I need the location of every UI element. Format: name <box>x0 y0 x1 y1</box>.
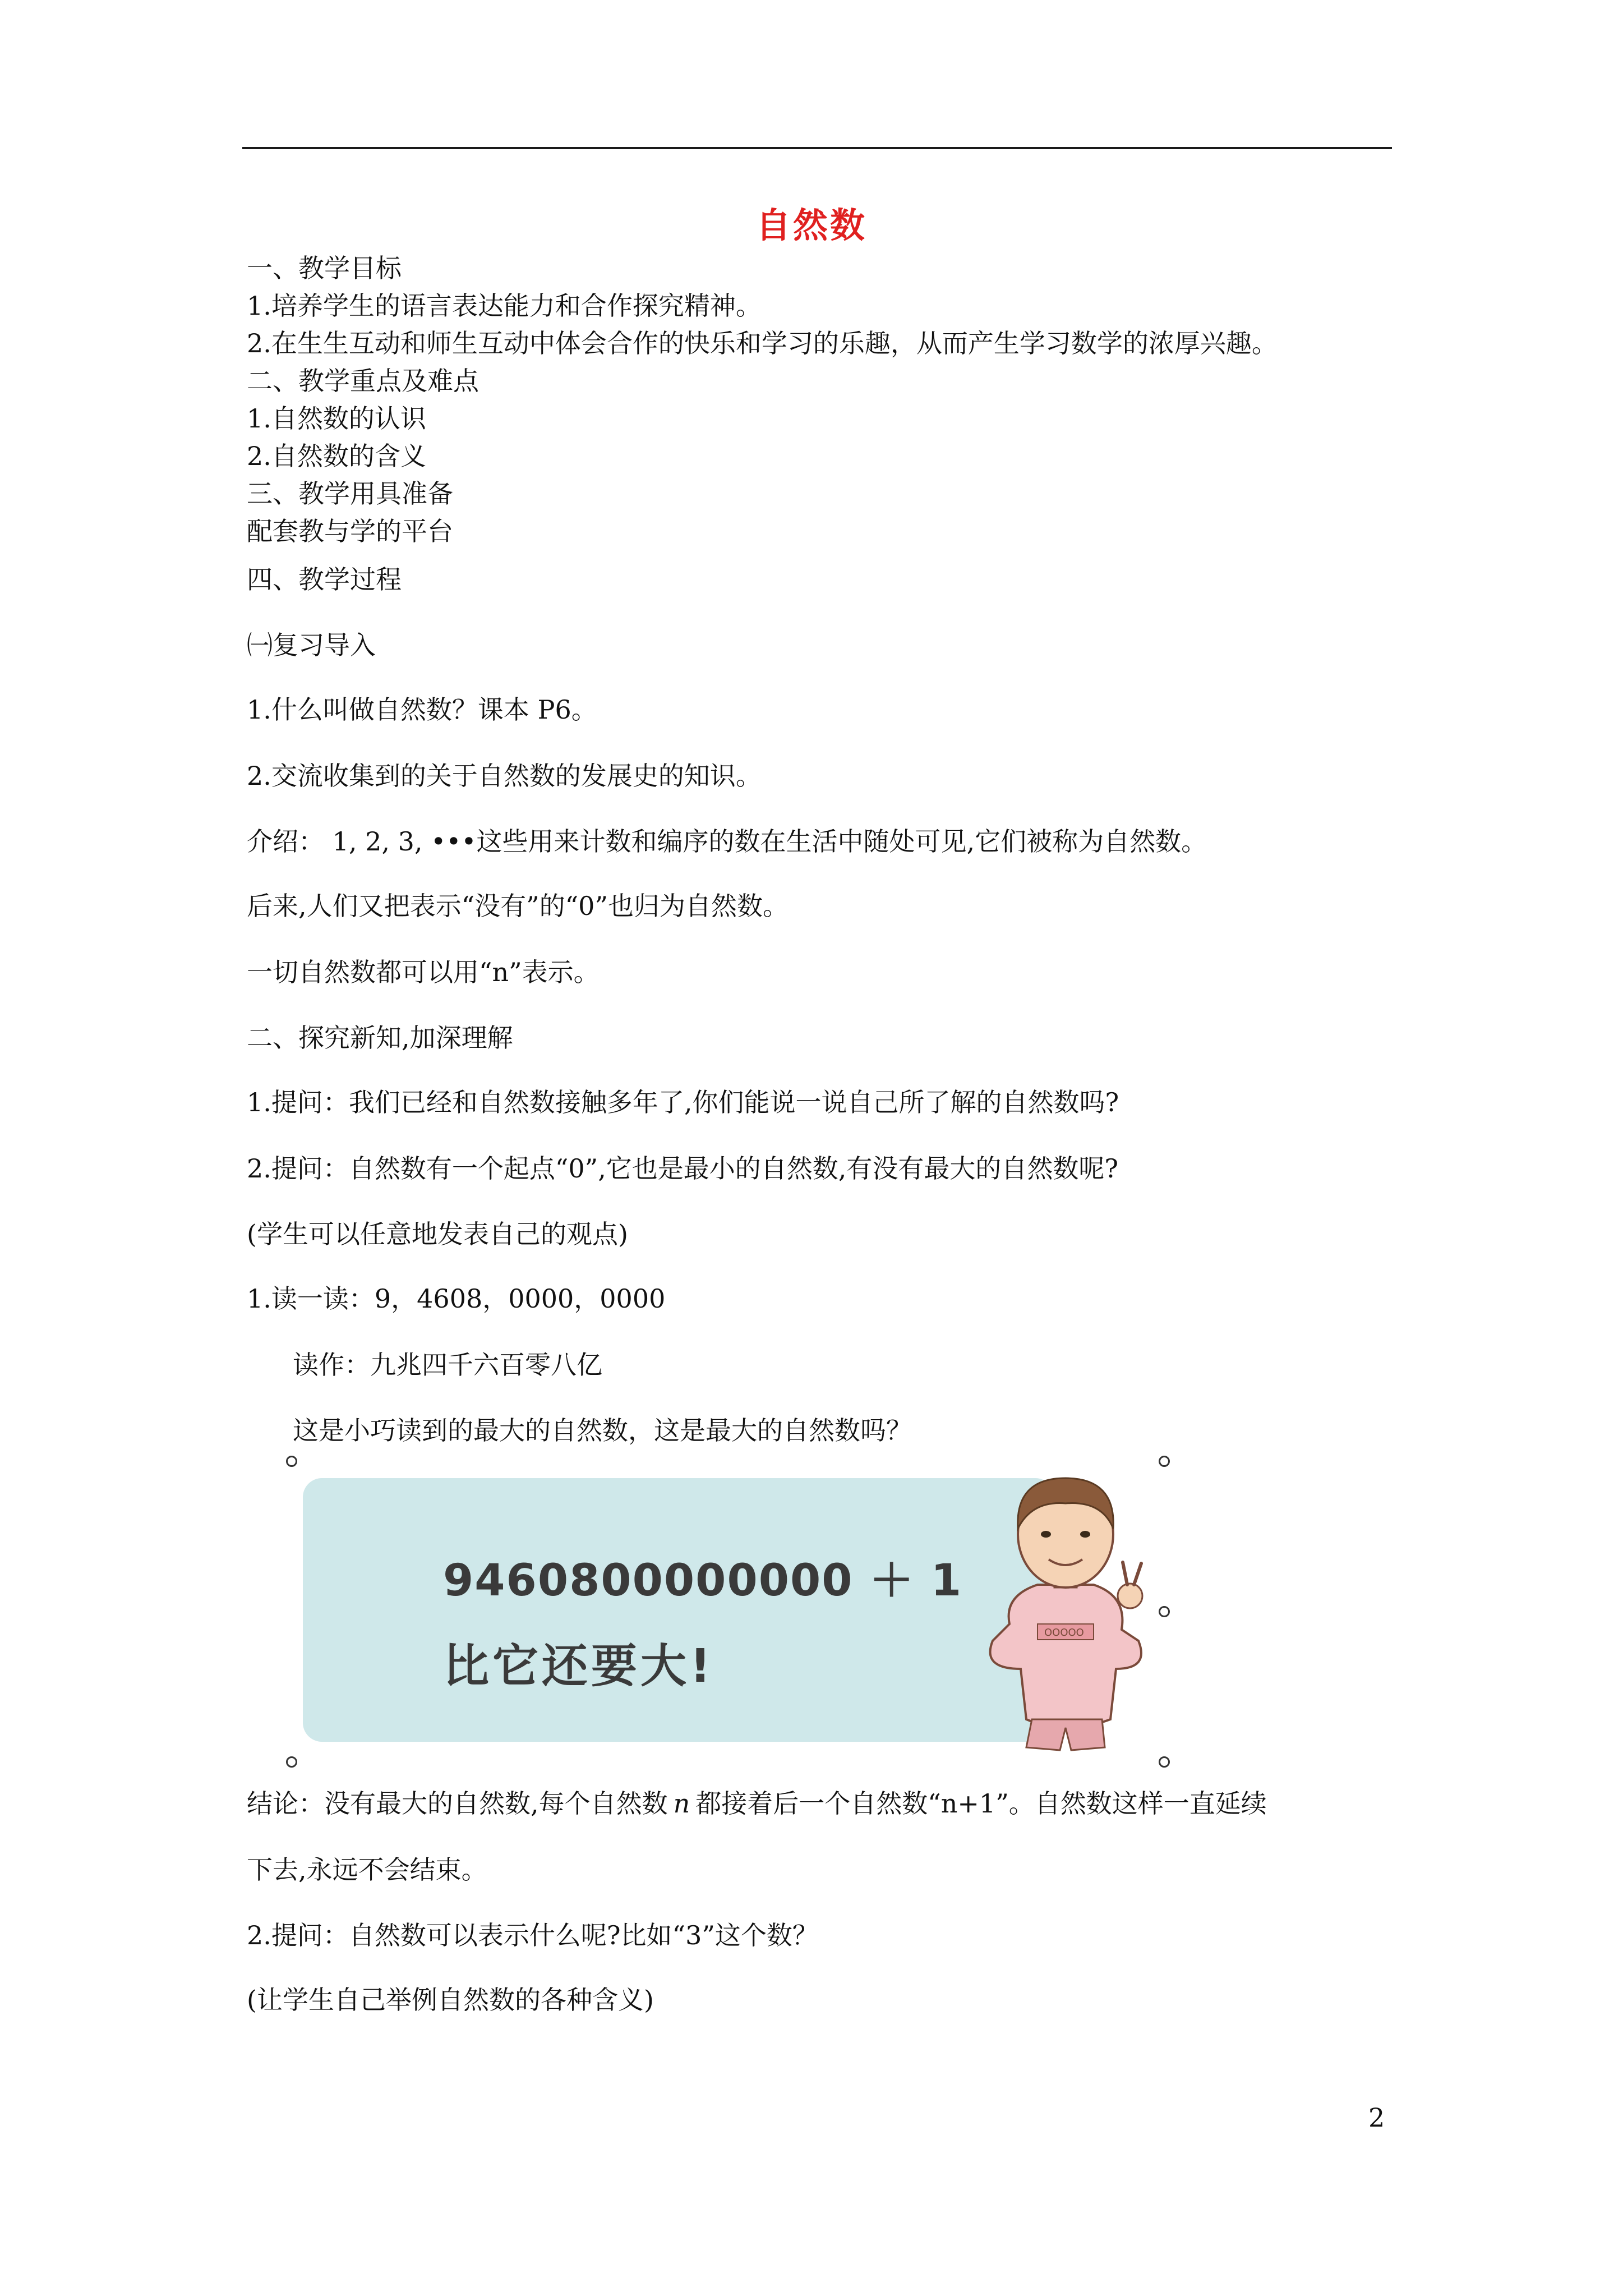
section-heading: 二、探究新知,加深理解 <box>247 1023 513 1053</box>
text-line: 2.提问：自然数有一个起点“0”,它也是最小的自然数,有没有最大的自然数呢? <box>247 1153 1119 1184</box>
section-heading: 一、教学目标 <box>247 253 402 283</box>
panel-caption-text: 比它还要大! <box>443 1640 714 1693</box>
resize-handle <box>286 1456 297 1467</box>
header-rule <box>242 147 1392 149</box>
text-line: (让学生自己举例自然数的各种含义) <box>247 1985 654 2015</box>
text-line: 下去,永远不会结束。 <box>247 1855 487 1885</box>
sub-heading: ㈠复习导入 <box>247 630 376 660</box>
section-heading: 四、教学过程 <box>247 564 402 595</box>
text-line: 2.提问：自然数可以表示什么呢?比如“3”这个数？ <box>247 1920 818 1950</box>
page-title: 自然数 <box>755 205 867 246</box>
text-line: 1.自然数的认识 <box>247 403 426 434</box>
text-line: 1.培养学生的语言表达能力和合作探究精神。 <box>247 291 762 321</box>
text-line: 2.交流收集到的关于自然数的发展史的知识。 <box>247 761 762 791</box>
text-line: 这是小巧读到的最大的自然数，这是最大的自然数吗？ <box>293 1415 912 1446</box>
text-line: 2.在生生互动和师生互动中体会合作的快乐和学习的乐趣，从而产生学习数学的浓厚兴趣。 <box>247 328 1278 358</box>
text-line: (学生可以任意地发表自己的观点) <box>247 1219 628 1249</box>
text-line: 读作：九兆四千六百零八亿 <box>293 1350 602 1380</box>
text-line: 后来,人们又把表示“没有”的“0”也归为自然数。 <box>247 891 789 921</box>
section-heading: 二、教学重点及难点 <box>247 366 479 396</box>
text-line: 配套教与学的平台 <box>247 516 453 546</box>
resize-handle <box>286 1756 297 1768</box>
illustration <box>286 1456 1178 1770</box>
conclusion-text-b: 都接着后一个自然数“n+1”。自然数这样一直延续 <box>695 1788 1267 1819</box>
illustration-panel <box>303 1478 1054 1742</box>
panel-number-text: 9460800000000 ＋ 1 <box>443 1556 963 1606</box>
text-line <box>247 1787 1267 1820</box>
text-line: 1.什么叫做自然数？课本 P6。 <box>247 694 597 725</box>
conclusion-variable-n: n <box>673 1788 690 1819</box>
text-line: 2.自然数的含义 <box>247 441 426 471</box>
section-heading: 三、教学用具准备 <box>247 478 453 509</box>
boy-illustration <box>970 1456 1161 1759</box>
conclusion-text-a: 结论：没有最大的自然数,每个自然数 <box>247 1788 668 1819</box>
text-line: 一切自然数都可以用“n”表示。 <box>247 957 600 987</box>
text-line: 介绍： 1, 2, 3, •••这些用来计数和编序的数在生活中随处可见,它们被称为自然数。 <box>247 826 1207 857</box>
svg-text:OOOOO: OOOOO <box>1044 1627 1084 1639</box>
text-line: 1.读一读：9，4608，0000，0000 <box>247 1283 666 1314</box>
text-line: 1.提问：我们已经和自然数接触多年了,你们能说一说自己所了解的自然数吗? <box>247 1087 1119 1117</box>
page-number: 2 <box>1368 2102 1385 2133</box>
